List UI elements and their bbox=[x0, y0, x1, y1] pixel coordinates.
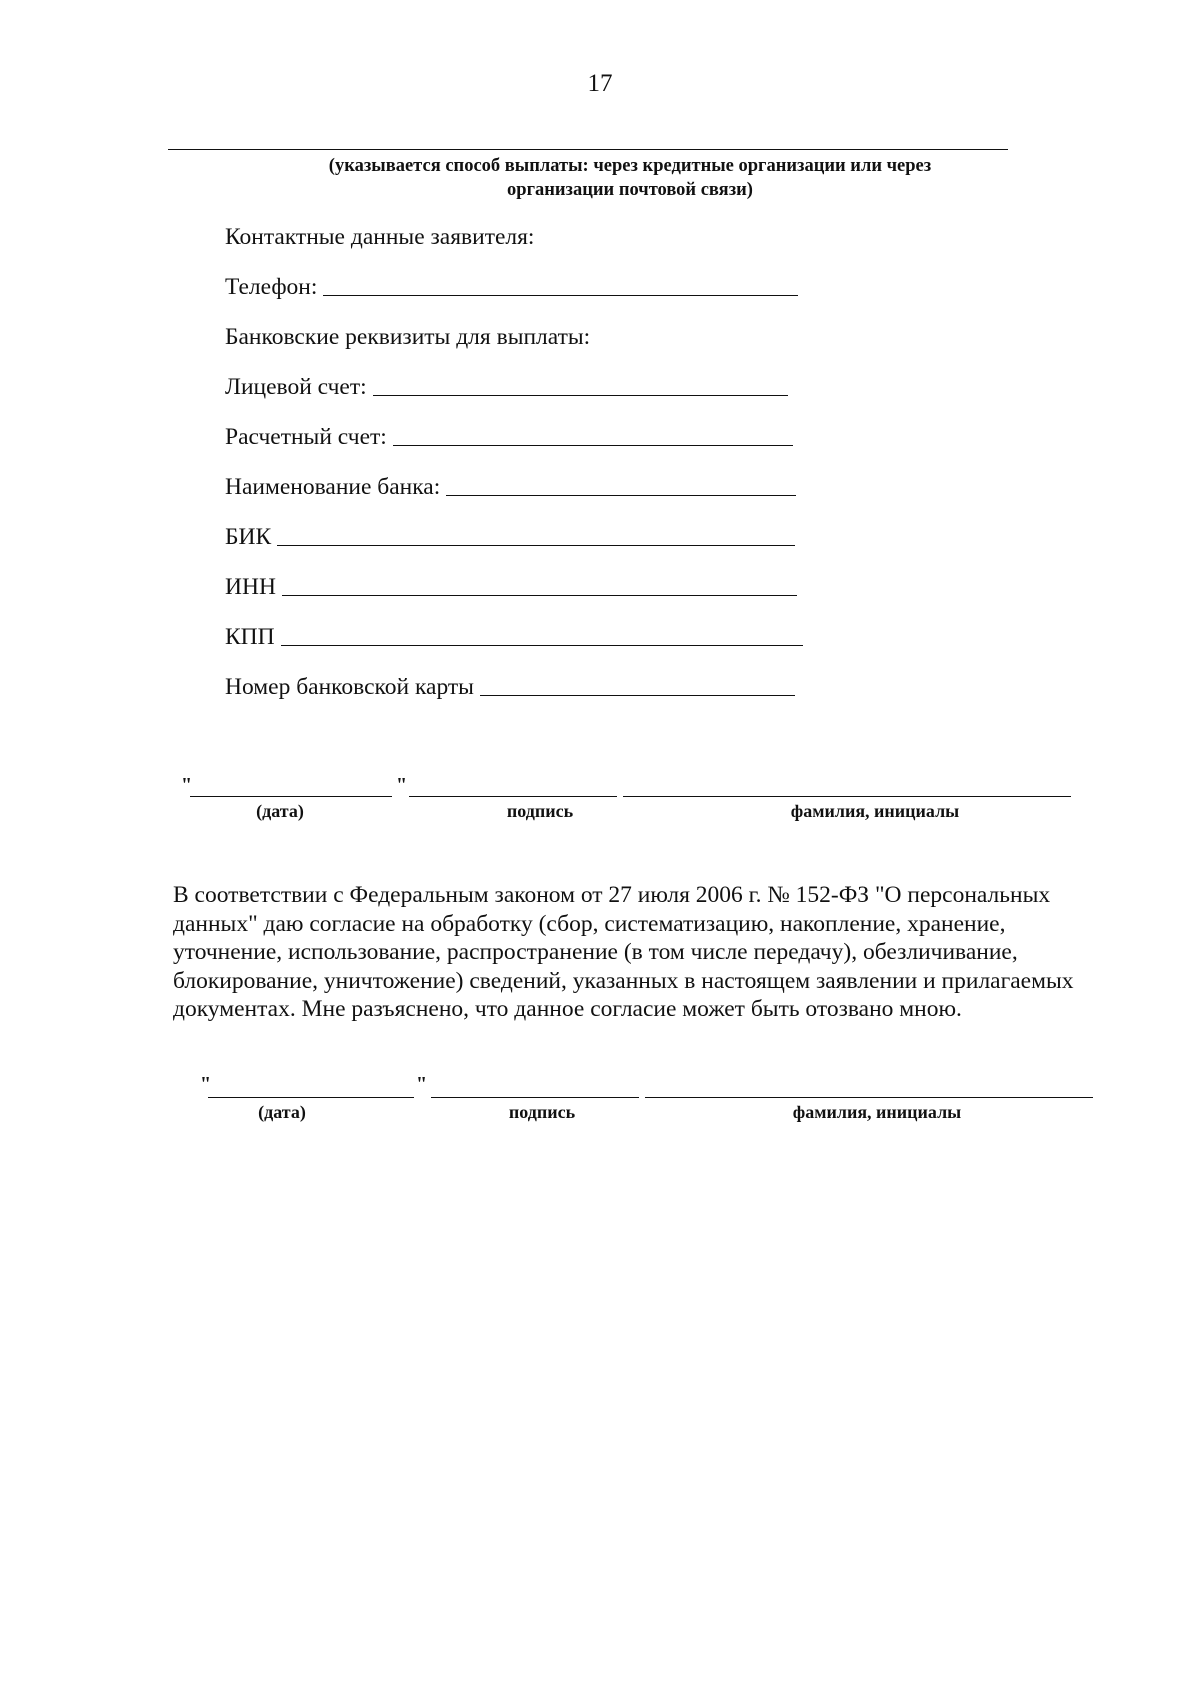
bank-name-input-line[interactable] bbox=[446, 495, 796, 496]
consent-line: документах. Мне разъяснено, что данное согласие может быть отозвано мною. bbox=[173, 996, 962, 1022]
bank-card-field bbox=[225, 674, 795, 701]
bank-card-label: Номер банковской карты bbox=[225, 674, 474, 700]
phone-field bbox=[225, 274, 798, 301]
consent-date-line[interactable] bbox=[208, 1097, 414, 1098]
bik-label: БИК bbox=[225, 524, 272, 550]
bank-heading: Банковские реквизиты для выплаты: bbox=[225, 324, 591, 350]
phone-input-line[interactable] bbox=[323, 295, 798, 296]
page-number: 17 bbox=[587, 70, 613, 97]
consent-paragraph bbox=[173, 881, 1121, 1024]
consent-line: данных" даю согласие на обработку (сбор, систематизацию, накопление, хранение, bbox=[173, 910, 1006, 937]
settlement-account-field bbox=[225, 424, 793, 451]
bank-name-field bbox=[225, 474, 796, 501]
inn-field bbox=[225, 574, 797, 601]
consent-signature-line[interactable] bbox=[431, 1097, 639, 1098]
date-open-quote: " bbox=[181, 774, 193, 796]
date-close-quote: " bbox=[396, 774, 408, 796]
payment-method-hint-line1: (указывается способ выплаты: через кредитные организации или через bbox=[328, 156, 932, 176]
consent-date-open-quote: " bbox=[200, 1073, 212, 1095]
inn-label: ИНН bbox=[225, 574, 276, 600]
consent-line: уточнение, использование, распространение (в том числе передачу), обезличивание, bbox=[173, 939, 1018, 965]
bank-name-label: Наименование банка: bbox=[225, 474, 441, 500]
settlement-account-input-line[interactable] bbox=[393, 445, 793, 446]
consent-date-close-quote: " bbox=[416, 1073, 428, 1095]
consent-date-caption: (дата) bbox=[258, 1102, 306, 1122]
personal-account-label: Лицевой счет: bbox=[225, 374, 367, 400]
full-name-line[interactable] bbox=[623, 796, 1071, 797]
date-line[interactable] bbox=[190, 796, 392, 797]
date-caption: (дата) bbox=[256, 801, 304, 821]
consent-full-name-caption: фамилия, инициалы bbox=[792, 1102, 962, 1122]
payment-method-line[interactable] bbox=[168, 149, 1008, 150]
signature-line[interactable] bbox=[409, 796, 617, 797]
signature-caption: подпись bbox=[506, 801, 574, 821]
bik-input-line[interactable] bbox=[277, 545, 795, 546]
consent-line: В соответствии с Федеральным законом от 27 июля 2006 г. № 152-ФЗ "О персональных bbox=[173, 882, 1051, 908]
full-name-caption: фамилия, инициалы bbox=[790, 801, 960, 821]
kpp-input-line[interactable] bbox=[281, 645, 803, 646]
kpp-field bbox=[225, 624, 803, 651]
phone-label: Телефон: bbox=[225, 274, 318, 300]
contacts-heading: Контактные данные заявителя: bbox=[225, 224, 535, 250]
bik-field bbox=[225, 524, 795, 551]
personal-account-field bbox=[225, 374, 788, 401]
kpp-label: КПП bbox=[225, 624, 275, 650]
consent-full-name-line[interactable] bbox=[645, 1097, 1093, 1098]
settlement-account-label: Расчетный счет: bbox=[225, 424, 387, 450]
inn-input-line[interactable] bbox=[282, 595, 797, 596]
consent-line: блокирование, уничтожение) сведений, указанных в настоящем заявлении и прилагаемых bbox=[173, 967, 1074, 994]
payment-method-hint-line2: организации почтовой связи) bbox=[507, 180, 753, 200]
consent-signature-caption: подпись bbox=[508, 1102, 576, 1122]
personal-account-input-line[interactable] bbox=[373, 395, 788, 396]
bank-card-input-line[interactable] bbox=[480, 695, 795, 696]
